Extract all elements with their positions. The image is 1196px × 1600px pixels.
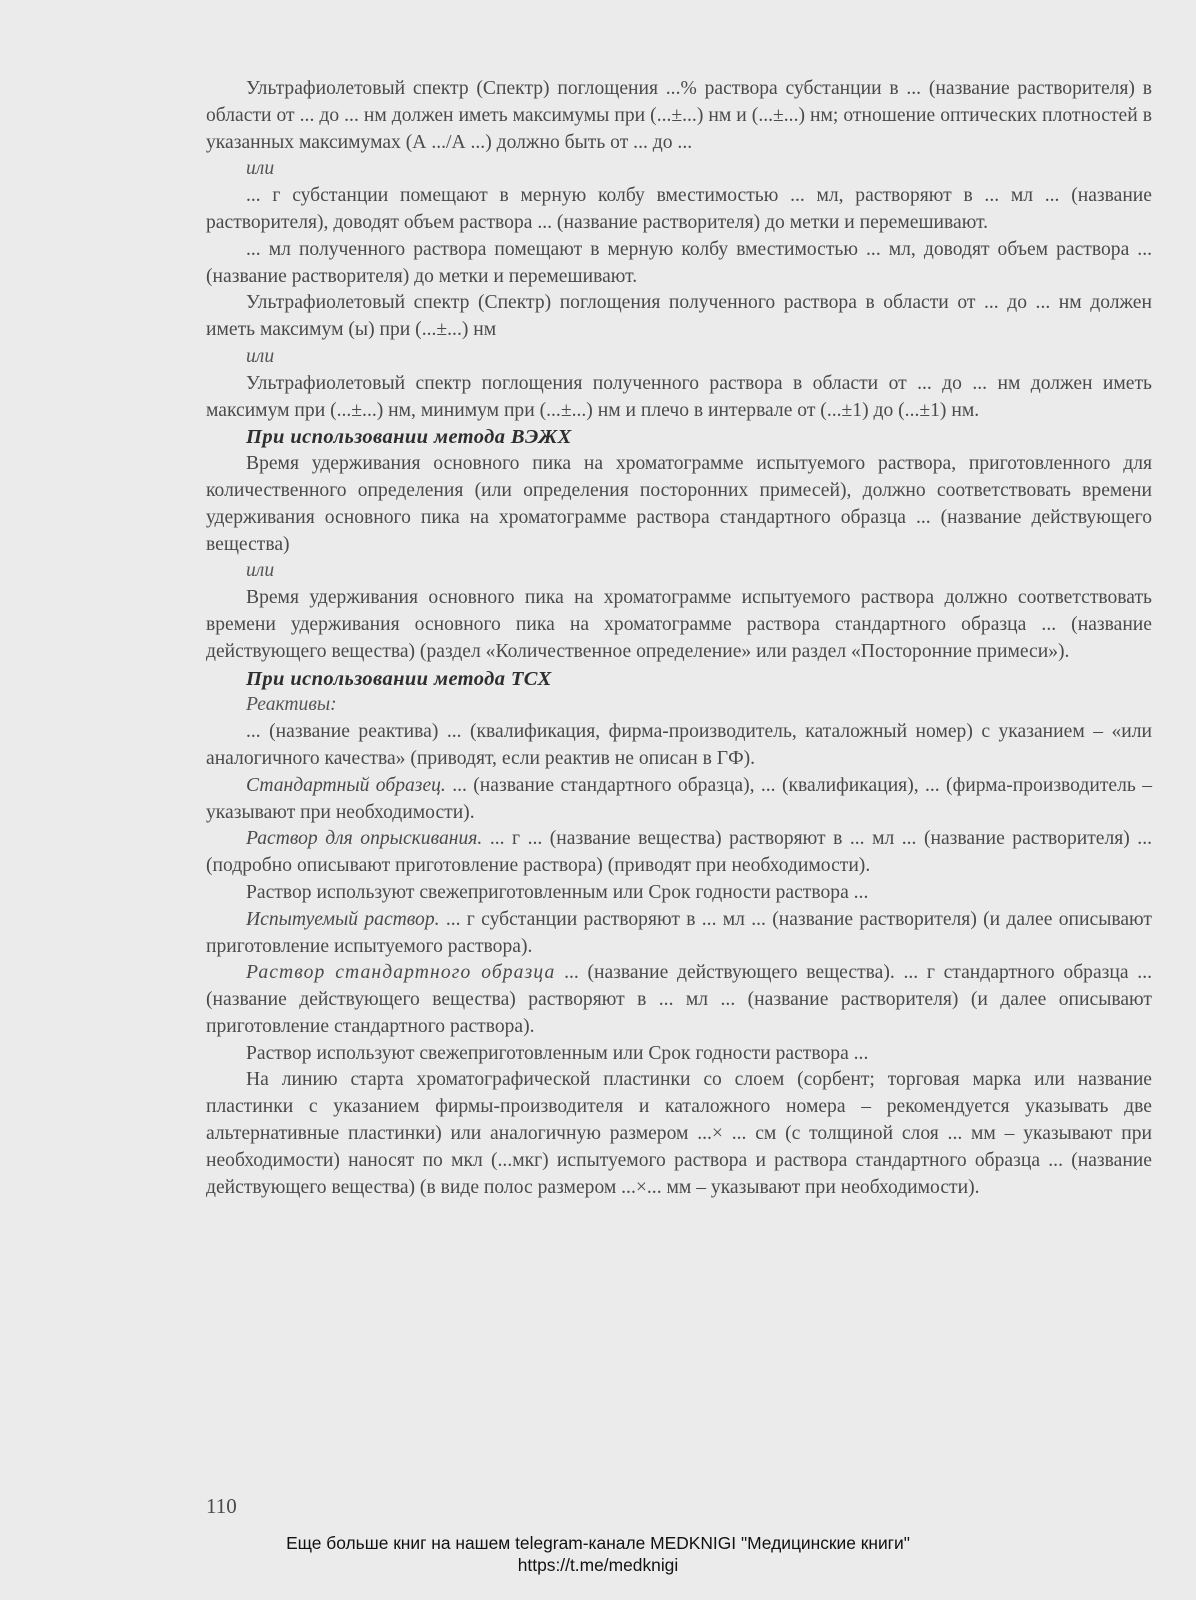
paragraph: Раствор используют свежеприготовленным или Срок годности раствора ... bbox=[246, 881, 869, 903]
page-number: 110 bbox=[206, 1494, 237, 1518]
paragraph: Время удерживания основного пика на хроматограмме испытуемого раствора должно соответствовать времени удерживания основного пика на хроматограмме раствора стандартного образца ... (название действующего вещества) (раздел «Количественное определение» или раздел «Посторонние примеси»). bbox=[206, 587, 1152, 662]
paragraph: ... (название реактива) ... (квалификация, фирма-производитель, каталожный номер) с указанием – «или аналогичного качества» (приводят, если реактив не описан в ГФ). bbox=[206, 721, 1152, 769]
paragraph: ... мл полученного раствора помещают в мерную колбу вместимостью ... мл, доводят объем раствора ... (название растворителя) до метки и перемешивают. bbox=[206, 238, 1152, 287]
paragraph-label: Раствор стандартного образца bbox=[246, 962, 556, 984]
section-heading-hplc: При использовании метода ВЭЖХ bbox=[246, 426, 572, 449]
paragraph bbox=[206, 826, 1152, 880]
paragraph: Раствор используют свежеприготовленным или Срок годности раствора ... bbox=[246, 1042, 869, 1064]
paragraph: ... г субстанции помещают в мерную колбу вместимостью ... мл, растворяют в ... мл ... (название растворителя), доводят объем раствора ... (название растворителя) до метки и перемешивают. bbox=[206, 185, 1152, 233]
paragraph-text: ... г субстанции растворяют в ... мл ... (название растворителя) (и далее описывают приготовление испытуемого раствора). bbox=[206, 908, 1152, 957]
paragraph bbox=[206, 907, 1152, 961]
or-label: или bbox=[246, 158, 275, 180]
paragraph-text: ... (название стандартного образца), ... (квалификация), ... (фирма-производитель – указывают при необходимости). bbox=[206, 774, 1152, 823]
paragraph: Ультрафиолетовый спектр (Спектр) поглощения полученного раствора в области от ... до ... нм должен иметь максимум (ы) при (...±...) нм bbox=[206, 292, 1152, 341]
paragraph-text: ... (название действующего вещества). ... г стандартного образца ... (название действующего вещества) растворяют в ... мл ... (название растворителя) (и далее описывают приготовление стандартного раствора). bbox=[206, 962, 1152, 1037]
footer-banner bbox=[0, 1532, 1196, 1576]
paragraph: Ультрафиолетовый спектр поглощения полученного раствора в области от ... до ... нм должен иметь максимум при (...±...) нм, минимум при (...±...) нм и плечо в интервале от (...±1) до (...±1) нм. bbox=[206, 372, 1152, 421]
paragraph-text: ... г ... (название вещества) растворяют в ... мл ... (название растворителя) ... (подробно описывают приготовление раствора) (приводят при необходимости). bbox=[206, 828, 1153, 877]
paragraph: Ультрафиолетовый спектр (Спектр) поглощения ...% раствора субстанции в ... (название растворителя) в области от ... до ... нм должен иметь максимумы при (...±...) нм и (...±...) нм; отношение оптических плотностей в указанных максимумах (А .../А ...) должно быть от ... до ... bbox=[206, 78, 1152, 153]
paragraph-label: Раствор для опрыскивания. bbox=[246, 828, 483, 850]
or-label: или bbox=[246, 560, 275, 582]
paragraph: Время удерживания основного пика на хроматограмме испытуемого раствора, приготовленного для количественного определения (или определения посторонних примесей), должно соответствовать времени удерживания основного пика на хроматограмме раствора стандартного образца ... (название действующего вещества) bbox=[206, 453, 1152, 555]
paragraph-label: Испытуемый раствор. bbox=[246, 908, 440, 930]
section-heading-tlc: При использовании метода ТСХ bbox=[246, 667, 552, 690]
reagents-label: Реактивы: bbox=[246, 694, 337, 716]
or-label: или bbox=[246, 345, 275, 367]
telegram-link[interactable]: https://t.me/medknigi bbox=[517, 1555, 679, 1575]
paragraph-label: Стандартный образец. bbox=[246, 774, 446, 796]
footer-text: Еще больше книг на нашем telegram-канале MEDKNIGI "Медицинские книги" bbox=[286, 1533, 910, 1553]
paragraph bbox=[206, 773, 1152, 827]
page-body bbox=[206, 76, 1152, 1201]
paragraph: На линию старта хроматографической пластинки со слоем (сорбент; торговая марка или название пластинки с указанием фирмы-производителя и каталожного номера – рекомендуется указывать две альтернативные пластинки) или аналогичную размером ...× ... см (с толщиной слоя ... мм – указывают при необходимости) наносят по мкл (...мкг) испытуемого раствора и раствора стандартного образца ... (название действующего вещества) (в виде полос размером ...×... мм – указывают при необходимости). bbox=[206, 1069, 1152, 1198]
paragraph bbox=[206, 960, 1152, 1040]
